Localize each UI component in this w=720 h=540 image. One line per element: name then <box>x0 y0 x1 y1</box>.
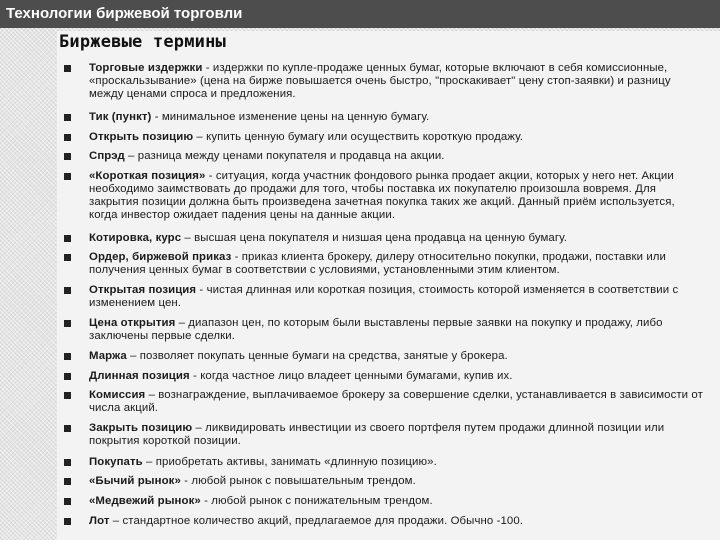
term-name: Открытая позиция <box>89 284 197 296</box>
bullet-icon <box>64 254 71 261</box>
term-definition: - чистая длинная или короткая позиция, стоимость которой изменяется в соответствии с изменением цен. <box>89 284 679 309</box>
window-title: Технологии биржевой торговли <box>0 0 720 28</box>
term-definition: – стандартное количество акций, предлагаемое для продажи. Обычно -100. <box>109 515 524 527</box>
bullet-icon <box>64 173 71 180</box>
term-item <box>89 62 705 101</box>
term-item <box>89 370 705 383</box>
term-name: Длинная позиция <box>89 370 190 382</box>
bullet-icon <box>64 392 71 399</box>
term-name: Открыть позицию <box>89 131 194 143</box>
term-item <box>89 422 705 448</box>
term-item <box>89 495 705 508</box>
bullet-icon <box>64 134 71 141</box>
term-definition: – позволяет покупать ценные бумаги на средства, занятые у брокера. <box>126 350 508 362</box>
term-definition: – разница между ценами покупателя и продавца на акции. <box>124 150 445 162</box>
term-name: «Медвежий рынок» <box>89 495 201 507</box>
term-name: Ордер, биржевой приказ <box>89 251 232 263</box>
term-item <box>89 515 705 528</box>
term-name: Лот <box>89 515 110 527</box>
term-item <box>89 456 705 469</box>
term-definition: – вознаграждение, выплачиваемое брокеру за совершение сделки, устанавливается в зависимости от числа акций. <box>89 389 703 414</box>
term-item <box>89 111 705 124</box>
term-definition: - любой рынок с понижательным трендом. <box>200 495 433 507</box>
term-item <box>89 389 705 415</box>
term-name: Тик (пункт) <box>89 111 152 123</box>
bullet-icon <box>64 425 71 432</box>
bullet-icon <box>64 235 71 242</box>
bullet-icon <box>64 320 71 327</box>
term-definition: – ликвидировать инвестиции из своего портфеля путем продажи длинной позиции или покрытия короткой позиции. <box>89 422 665 447</box>
term-definition: - издержки по купле-продаже ценных бумаг, которые включают в себя комиссионные, «проскальзывание» (цена на бирже повышается очень быстро, "проскакивает" цену стоп-заявки) и разницу между ценами спроса и предложения. <box>89 62 671 100</box>
term-name: «Бычий рынок» <box>89 475 181 487</box>
term-definition: - приказ клиента брокеру, дилеру относительно покупки, продажи, поставки или получения ценных бумаг в соответствии с условиями, установленными этим клиентом. <box>89 251 666 276</box>
term-name: Маржа <box>89 350 127 362</box>
term-definition: - минимальное изменение цены на ценную бумагу. <box>151 111 430 123</box>
term-definition: – приобретать активы, занимать «длинную позицию». <box>142 456 437 468</box>
bullet-icon <box>64 459 71 466</box>
term-definition: – диапазон цен, по которым были выставлены первые заявки на покупку и продажу, либо заключены первые сделки. <box>89 317 663 342</box>
term-item <box>89 350 705 363</box>
term-name: Покупать <box>89 456 143 468</box>
term-item <box>89 284 705 310</box>
term-definition: – купить ценную бумагу или осуществить короткую продажу. <box>193 131 524 143</box>
term-definition: - ситуация, когда участник фондового рынка продает акции, которых у него нет. Акции необходимо заимствовать до продажи для того, чтобы поставка их покупателю произошла вовремя. Для закрытия позиции должна быть произведена зачетная покупка таких же акций. Данный приём используется, когда инвестор ожидает падения цены на данные акции. <box>89 170 675 221</box>
term-item <box>89 317 705 343</box>
term-item <box>89 251 705 277</box>
term-name: Цена открытия <box>89 317 176 329</box>
term-name: Торговые издержки <box>89 62 203 74</box>
term-name: Закрыть позицию <box>89 422 193 434</box>
bullet-icon <box>64 498 71 505</box>
term-item <box>89 150 705 163</box>
bullet-icon <box>64 518 71 525</box>
bullet-icon <box>64 373 71 380</box>
bullet-icon <box>64 65 71 72</box>
bullet-icon <box>64 153 71 160</box>
term-definition: - когда частное лицо владеет ценными бумагами, купив их. <box>189 370 513 382</box>
bullet-icon <box>64 478 71 485</box>
term-name: Спрэд <box>89 150 125 162</box>
bullet-icon <box>64 287 71 294</box>
term-name: Котировка, курс <box>89 232 182 244</box>
term-item <box>89 475 705 488</box>
bullet-icon <box>64 114 71 121</box>
term-name: Комиссия <box>89 389 146 401</box>
term-name: «Короткая позиция» <box>89 170 206 182</box>
term-definition: – высшая цена покупателя и низшая цена продавца на ценную бумагу. <box>181 232 568 244</box>
term-item <box>89 170 705 222</box>
bullet-icon <box>64 353 71 360</box>
term-item <box>89 232 705 245</box>
term-definition: - любой рынок с повышательным трендом. <box>180 475 416 487</box>
term-item <box>89 131 705 144</box>
slide-title: Биржевые термины <box>59 32 226 52</box>
